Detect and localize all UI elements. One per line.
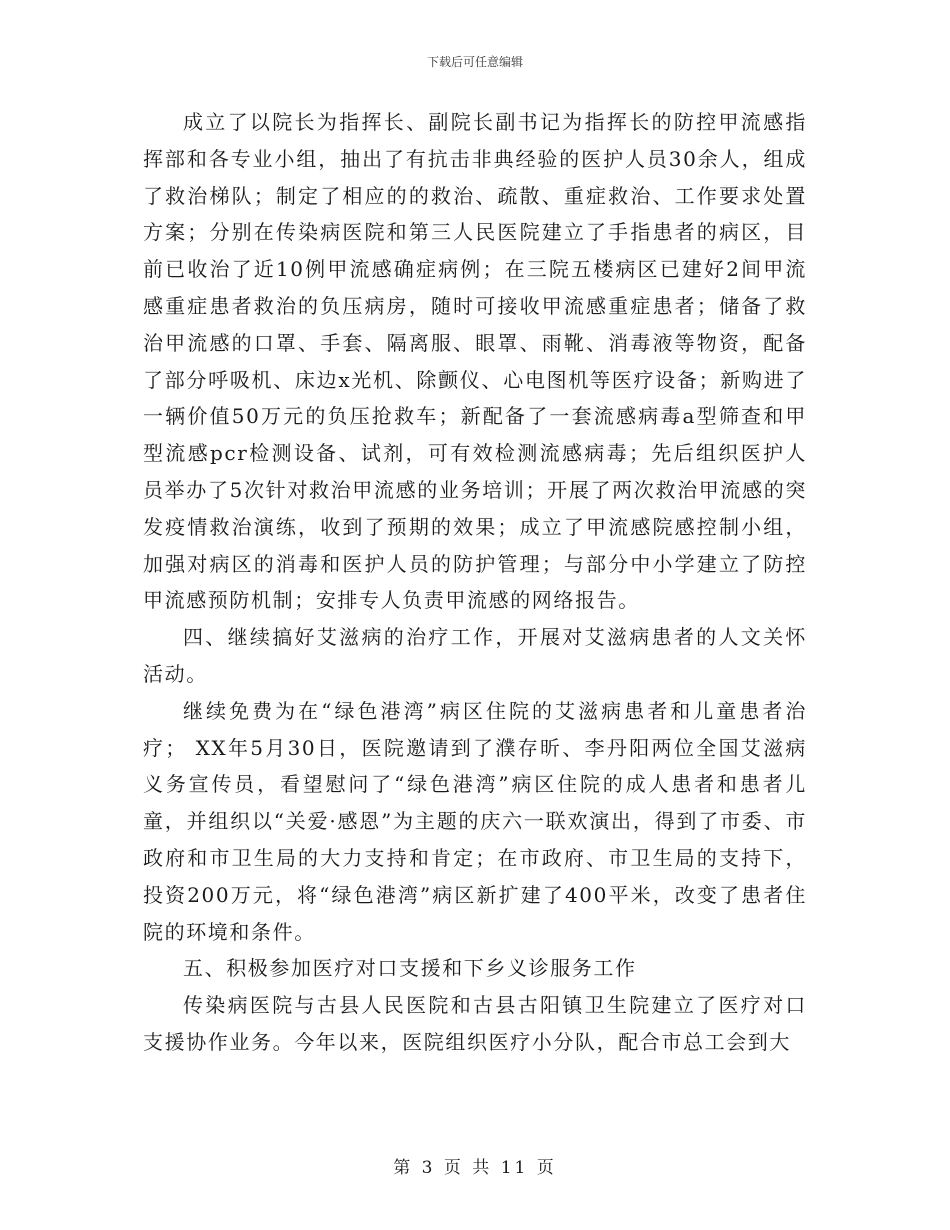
- section-heading-aids-treatment: 四、继续搞好艾滋病的治疗工作，开展对艾滋病患者的人文关怀活动。: [143, 625, 807, 686]
- document-body: [143, 104, 807, 1061]
- paragraph-aids-care: 继续免费为在“绿色港湾”病区住院的艾滋病患者和儿童患者治疗； XX年5月30日，医院邀请到了濮存昕、李丹阳两位全国艾滋病义务宣传员，看望慰问了“绿色港湾”病区住院的成人患者和患者儿童，并组织以“关爱·感恩”为主题的庆六一联欢演出，得到了市委、市政府和市卫生局的大力支持和肯定；在市政府、市卫生局的支持下，投资200万元，将“绿色港湾”病区新扩建了400平米，改变了患者住院的环境和条件。: [143, 698, 807, 944]
- paragraph-medical-support: 传染病医院与古县人民医院和古县古阳镇卫生院建立了医疗对口支援协作业务。今年以来，医院组织医疗小分队，配合市总工会到大: [143, 993, 807, 1054]
- page-number-footer: 第 3 页 共 11 页: [393, 1158, 557, 1178]
- paragraph-prevention-measures: 成立了以院长为指挥长、副院长副书记为指挥长的防控甲流感指挥部和各专业小组，抽出了有抗击非典经验的医护人员30余人，组成了救治梯队；制定了相应的的救治、疏散、重症救治、工作要求处置方案；分别在传染病医院和第三人民医院建立了手指患者的病区，目前已收治了近10例甲流感确症病例；在三院五楼病区已建好2间甲流感重症患者救治的负压病房，随时可接收甲流感重症患者；储备了救治甲流感的口罩、手套、隔离服、眼罩、雨靴、消毒液等物资，配备了部分呼吸机、床边x光机、除颤仪、心电图机等医疗设备；新购进了一辆价值50万元的负压抢救车；新配备了一套流感病毒a型筛查和甲型流感pcr检测设备、试剂，可有效检测流感病毒；先后组织医护人员举办了5次针对救治甲流感的业务培训；开展了两次救治甲流感的突发疫情救治演练，收到了预期的效果；成立了甲流感院感控制小组，加强对病区的消毒和医护人员的防护管理；与部分中小学建立了防控甲流感预防机制；安排专人负责甲流感的网络报告。: [143, 110, 807, 613]
- section-heading-medical-support: 五、积极参加医疗对口支援和下乡义诊服务工作: [183, 956, 637, 981]
- page-header: 下载后可任意编辑: [426, 55, 523, 69]
